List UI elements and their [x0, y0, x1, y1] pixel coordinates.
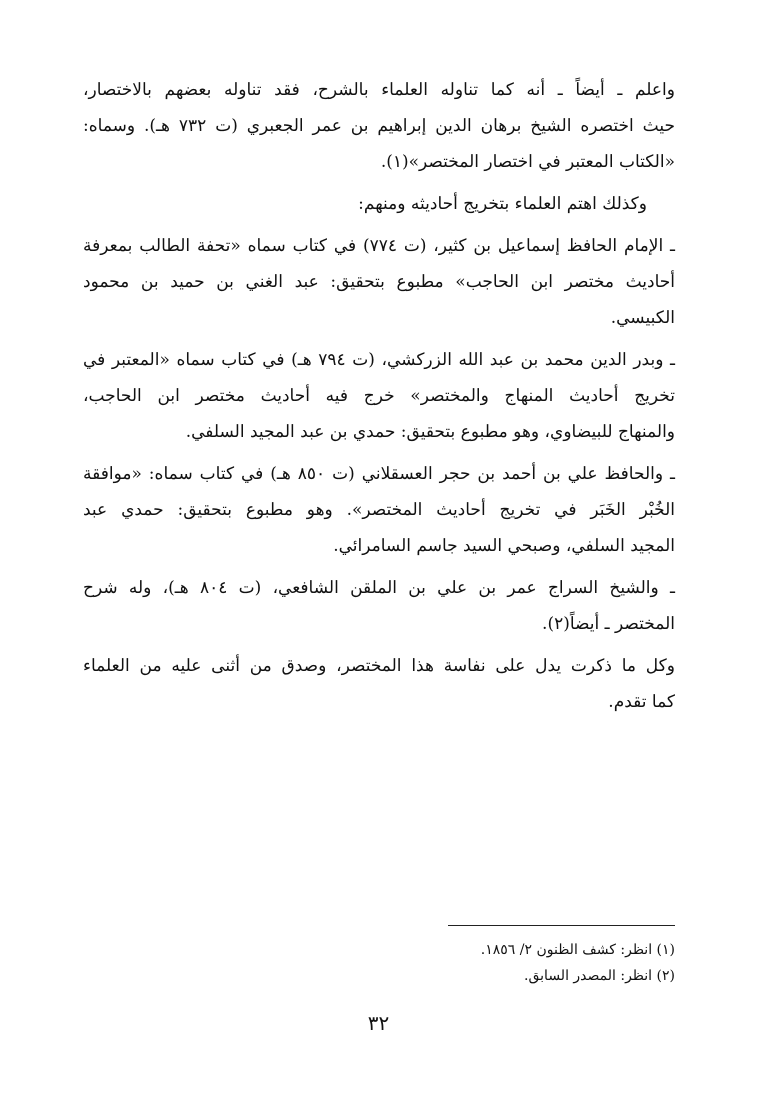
text-line: ـ الإمام الحافظ إسماعيل بن كثير، (ت ٧٧٤) في كتاب سماه «تحفة الطالب بمعرفة [83, 236, 675, 256]
text-line: تخريج أحاديث المنهاج والمختصر» خرج فيه أحاديث مختصر ابن الحاجب، [83, 386, 675, 406]
text-line: وكل ما ذكرت يدل على نفاسة هذا المختصر، وصدق من أثنى عليه من العلماء [83, 656, 675, 676]
text-line: حيث اختصره الشيخ برهان الدين إبراهيم بن عمر الجعبري (ت ٧٣٢ هـ). وسماه: [83, 116, 675, 136]
text-line: «الكتاب المعتبر في اختصار المختصر»(١). [380, 152, 675, 172]
footnote: (٢) انظر: المصدر السابق. [524, 968, 675, 984]
footnote-divider [448, 925, 675, 926]
text-line: ـ والشيخ السراج عمر بن علي بن الملقن الشافعي، (ت ٨٠٤ هـ)، وله شرح [83, 578, 675, 598]
footnote: (١) انظر: كشف الظنون ٢/ ١٨٥٦. [480, 942, 675, 958]
text-line: واعلم ـ أيضاً ـ أنه كما تناوله العلماء بالشرح، فقد تناوله بعضهم بالاختصار، [83, 80, 675, 100]
text-line: وكذلك اهتم العلماء بتخريج أحاديثه ومنهم: [358, 194, 647, 214]
page-number: ٣٢ [367, 1011, 390, 1035]
text-line: المجيد السلفي، وصبحي السيد جاسم السامرائي. [333, 536, 675, 556]
text-line: ـ والحافظ علي بن أحمد بن حجر العسقلاني (ت ٨٥٠ هـ) في كتاب سماه: «موافقة [83, 464, 675, 484]
text-line: الخُبْر الخَبَر في تخريج أحاديث المختصر». وهو مطبوع بتحقيق: حمدي عبد [83, 500, 675, 520]
text-line: كما تقدم. [608, 692, 675, 712]
text-line: والمنهاج للبيضاوي، وهو مطبوع بتحقيق: حمدي بن عبد المجيد السلفي. [185, 422, 675, 442]
text-line: المختصر ـ أيضاً(٢). [542, 614, 675, 634]
text-line: ـ وبدر الدين محمد بن عبد الله الزركشي، (ت ٧٩٤ هـ) في كتاب سماه «المعتبر في [83, 350, 675, 370]
text-line: الكبيسي. [610, 308, 675, 328]
text-line: أحاديث مختصر ابن الحاجب» مطبوع بتحقيق: عبد الغني بن حميد بن محمود [83, 272, 675, 292]
